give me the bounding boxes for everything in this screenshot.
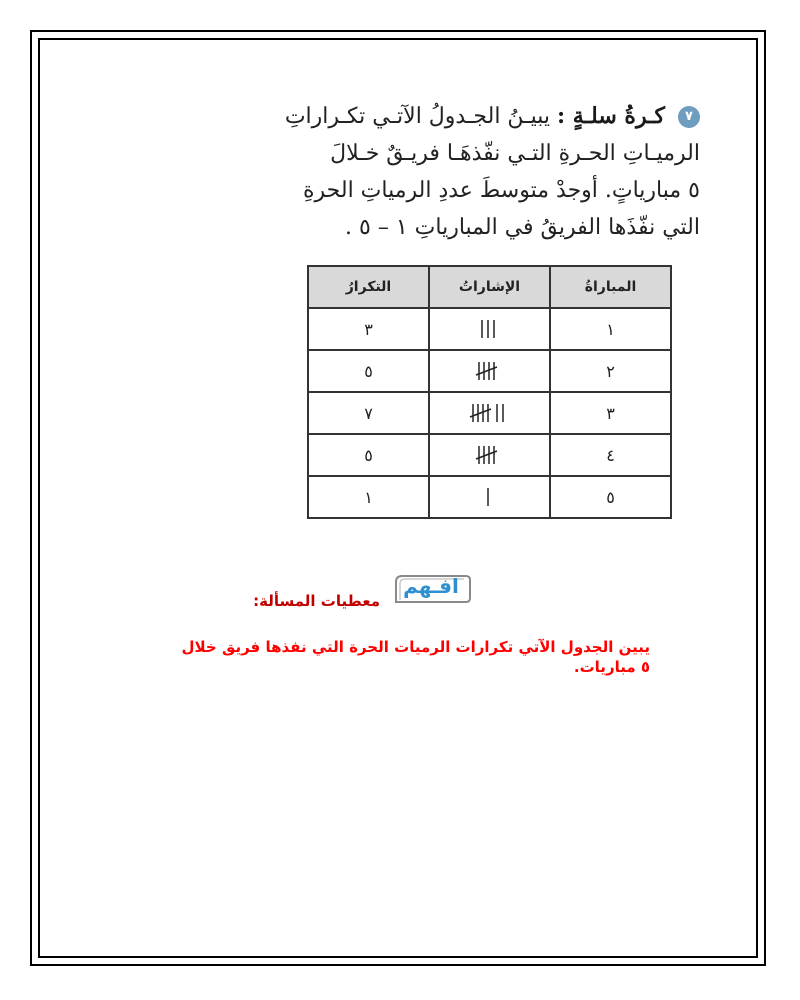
understand-badge-label: افـهم [403,574,459,598]
match-cell: ١ [550,308,671,350]
frequency-cell: ٥ [308,350,429,392]
tally-marks-cell [429,350,550,392]
table-row [308,308,671,350]
tally-table [307,265,672,519]
match-cell: ٥ [550,476,671,518]
header-tally: الإشاراتُ [429,266,550,308]
header-frequency: التكرارُ [308,266,429,308]
frequency-cell: ٣ [308,308,429,350]
match-cell: ٢ [550,350,671,392]
tally-marks-cell [429,476,550,518]
tally-marks-icon [460,316,520,342]
table-row [308,350,671,392]
match-cell: ٣ [550,392,671,434]
tally-marks-icon [460,484,520,510]
frequency-cell: ٧ [308,392,429,434]
tally-marks-icon [460,358,520,384]
tally-marks-icon [460,442,520,468]
table-row [308,392,671,434]
frequency-cell: ١ [308,476,429,518]
question-number-badge: ٧ [678,106,700,128]
given-title: معطيات المسألة: [253,592,380,610]
table-row [308,476,671,518]
problem-line-1 [280,98,700,135]
given-line-1: يبين الجدول الآتي تكرارات الرميات الحرة التي نفذها فريق خلال [181,638,650,656]
table-row [308,434,671,476]
problem-text-2: الرميـاتِ الحـرةِ التـي نفّذهَـا فريـقٌ خـلالَ [330,141,700,166]
problem-statement [280,98,700,246]
problem-text-3: ٥ مبارياتٍ. أوجدْ متوسطَ عددِ الرمياتِ الحرةِ [303,178,700,203]
given-line-2: ٥ مباريات. [573,658,650,676]
match-cell: ٤ [550,434,671,476]
tally-marks-cell [429,392,550,434]
problem-text-4: التي نفّذَها الفريقُ في المبارياتِ ١ – ٥ . [345,215,700,240]
problem-heading: كـرةُ سلـةٍ : [557,103,665,129]
tally-marks-cell [429,434,550,476]
given-text [130,637,650,677]
tally-marks-icon [460,400,520,426]
frequency-cell: ٥ [308,434,429,476]
header-match: المباراةُ [550,266,671,308]
tally-marks-cell [429,308,550,350]
table-header-row [308,266,671,308]
problem-text-1: يبيـنُ الجـدولُ الآتـي تكـراراتِ [284,104,551,129]
